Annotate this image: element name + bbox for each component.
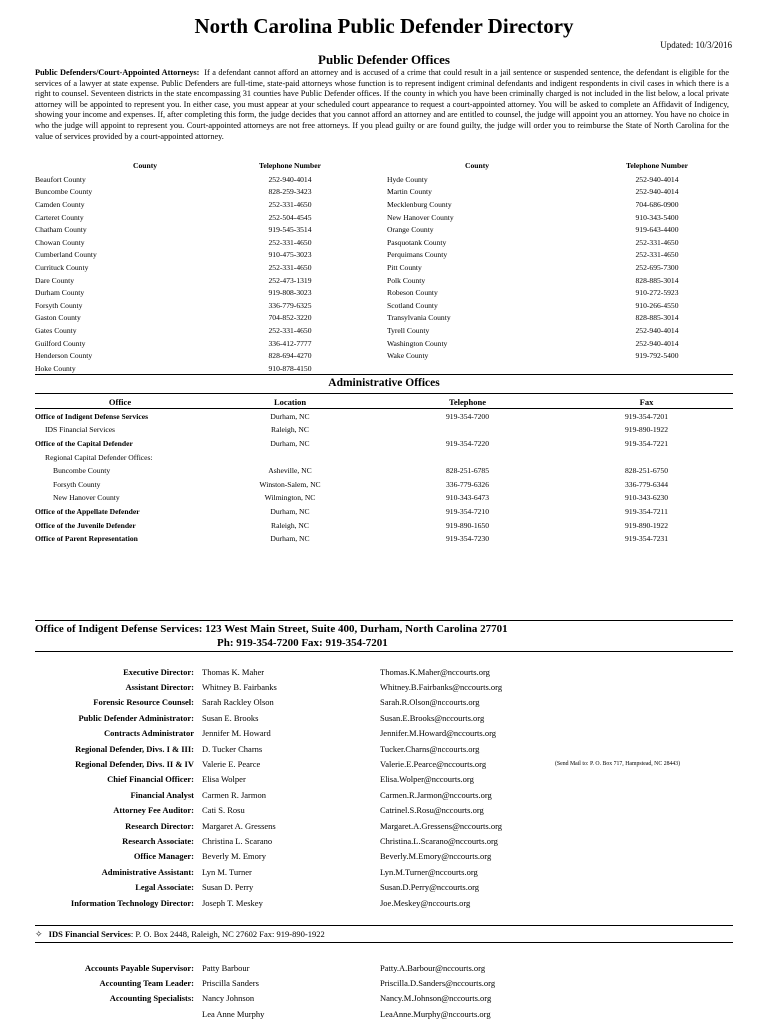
location-header: Location <box>273 396 307 407</box>
county-name: Forsyth County <box>35 300 83 310</box>
office-fax: 910-343-6230 <box>624 493 669 503</box>
staff-role: Financial Analyst <box>130 789 194 800</box>
staff-role: Executive Director: <box>123 666 194 677</box>
office-name: Office of the Juvenile Defender <box>35 520 136 530</box>
staff-role: Administrative Assistant: <box>101 866 194 877</box>
office-location: Raleigh, NC <box>271 520 309 530</box>
staff-name: Thomas K. Maher <box>202 666 265 677</box>
fax-header: Fax <box>639 396 654 407</box>
county-name: Gaston County <box>35 313 81 323</box>
county-row <box>35 198 365 211</box>
staff-email[interactable]: Priscilla.D.Sanders@nccourts.org <box>380 977 496 988</box>
county-phone: 910-475-3023 <box>268 250 312 260</box>
county-phone: 252-695-7300 <box>635 262 679 272</box>
county-row <box>387 286 747 299</box>
admin-office-row <box>35 532 733 546</box>
county-name: Chowan County <box>35 237 85 247</box>
county-row <box>387 312 747 325</box>
staff-email[interactable]: Thomas.K.Maher@nccourts.org <box>380 666 490 677</box>
county-phone: 252-940-4014 <box>635 174 679 184</box>
county-row <box>35 261 365 274</box>
staff-row <box>35 818 733 833</box>
staff-name: Beverly M. Emory <box>202 851 266 862</box>
office-location: Raleigh, NC <box>271 425 309 435</box>
county-phone: 252-331-4650 <box>268 262 312 272</box>
staff-role: Attorney Fee Auditor: <box>113 805 194 816</box>
phone-header: Telephone Number <box>626 161 688 170</box>
county-phone: 919-792-5400 <box>635 351 679 361</box>
county-phone: 252-331-4650 <box>268 237 312 247</box>
county-phone: 910-272-5923 <box>635 288 679 298</box>
staff-email[interactable]: Valerie.E.Pearce@nccourts.org <box>380 759 487 770</box>
county-name: Buncombe County <box>35 187 93 197</box>
admin-offices-table <box>35 395 733 546</box>
staff-note: (Send Mail to: P. O. Box 717, Hampstead, NC 28443) <box>555 761 681 768</box>
staff-role: Assistant Director: <box>125 682 194 693</box>
staff-name: Valerie E. Pearce <box>202 759 261 770</box>
financial-staff-list <box>35 960 733 1021</box>
staff-role: Information Technology Director: <box>70 897 194 908</box>
county-phone: 252-331-4650 <box>268 325 312 335</box>
county-name: Dare County <box>35 275 75 285</box>
admin-office-row <box>35 423 733 437</box>
staff-row <box>35 726 733 741</box>
staff-role: Regional Defender, Divs. I & III: <box>75 743 194 754</box>
office-telephone: 336-779-6326 <box>445 479 490 489</box>
county-phone: 252-504-4545 <box>268 212 312 222</box>
ids-address-block <box>35 622 733 650</box>
staff-name: Elisa Wolper <box>202 774 246 785</box>
county-name: Cumberland County <box>35 250 97 260</box>
staff-email[interactable]: LeaAnne.Murphy@nccourts.org <box>380 1008 491 1019</box>
county-row <box>35 223 365 236</box>
office-telephone: 828-251-6785 <box>445 466 490 476</box>
ids-address: Office of Indigent Defense Services: 123 West Main Street, Suite 400, Durham, North Carolina 27701 <box>35 623 508 635</box>
financial-staff-row <box>35 991 733 1006</box>
county-table-right <box>387 161 747 362</box>
county-phone: 919-808-3023 <box>268 288 312 298</box>
office-fax: 919-354-7231 <box>624 534 669 544</box>
county-name: Wake County <box>387 351 429 361</box>
county-name: Tyrell County <box>387 325 430 335</box>
staff-name: Susan E. Brooks <box>202 712 259 723</box>
staff-name: Joseph T. Meskey <box>202 897 263 908</box>
county-row <box>35 249 365 262</box>
office-name: Forsyth County <box>53 479 101 489</box>
admin-section-title: Administrative Offices <box>328 377 440 389</box>
staff-email[interactable]: Carmen.R.Jarmon@nccourts.org <box>380 789 492 800</box>
county-name: Henderson County <box>35 351 93 361</box>
financial-services-line <box>35 929 325 940</box>
county-name: Currituck County <box>35 262 89 272</box>
office-name: Regional Capital Defender Offices: <box>45 452 153 462</box>
staff-row <box>35 756 733 771</box>
county-name: Scotland County <box>387 300 438 310</box>
staff-row <box>35 833 733 848</box>
county-name: Martin County <box>387 187 432 197</box>
county-row <box>387 186 747 199</box>
county-phone: 336-779-6325 <box>268 300 312 310</box>
pd-section-title: Public Defender Offices <box>318 52 450 67</box>
admin-office-row <box>35 410 733 424</box>
county-name: Polk County <box>387 275 426 285</box>
county-row <box>35 324 365 337</box>
staff-row <box>35 741 733 756</box>
staff-name: Cati S. Rosu <box>202 805 245 816</box>
county-name: Durham County <box>35 288 85 298</box>
staff-name: Patty Barbour <box>202 962 250 973</box>
staff-row <box>35 695 733 710</box>
admin-office-row <box>35 450 733 464</box>
county-name: Beaufort County <box>35 174 86 184</box>
county-row <box>387 249 747 262</box>
staff-email[interactable]: Susan.D.Perry@nccourts.org <box>380 882 480 893</box>
office-name: Office of Parent Representation <box>35 534 138 544</box>
staff-email[interactable]: Elisa.Wolper@nccourts.org <box>380 774 474 785</box>
staff-email[interactable]: Beverly.M.Emory@nccourts.org <box>380 851 492 862</box>
staff-row <box>35 849 733 864</box>
financial-staff-row <box>35 960 733 975</box>
county-name: Hoke County <box>35 363 76 373</box>
office-location: Durham, NC <box>270 411 310 421</box>
county-phone: 252-473-1319 <box>268 275 312 285</box>
office-fax: 919-354-7201 <box>624 411 669 421</box>
office-telephone: 910-343-6473 <box>445 493 490 503</box>
staff-role: Research Director: <box>125 820 194 831</box>
county-name: Washington County <box>387 338 448 348</box>
staff-email[interactable]: Joe.Meskey@nccourts.org <box>380 897 471 908</box>
county-name: Guilford County <box>35 338 86 348</box>
staff-row <box>35 803 733 818</box>
office-location: Wilmington, NC <box>264 493 316 503</box>
staff-email[interactable]: Nancy.M.Johnson@nccourts.org <box>380 993 492 1004</box>
office-telephone: 919-354-7210 <box>445 507 490 517</box>
staff-email[interactable]: Whitney.B.Fairbanks@nccourts.org <box>380 682 503 693</box>
county-phone: 910-266-4550 <box>635 300 679 310</box>
county-name: Orange County <box>387 225 434 235</box>
office-telephone: 919-890-1650 <box>445 520 490 530</box>
office-name: Office of the Appellate Defender <box>35 507 140 517</box>
county-row <box>35 337 365 350</box>
staff-row <box>35 864 733 879</box>
county-row <box>35 236 365 249</box>
county-phone: 828-885-3014 <box>635 313 679 323</box>
admin-office-row <box>35 505 733 519</box>
county-phone: 704-852-3220 <box>268 313 312 323</box>
admin-office-row <box>35 437 733 451</box>
telephone-header: Telephone <box>448 396 486 407</box>
phone-header: Telephone Number <box>259 161 321 170</box>
ids-phone-fax: Ph: 919-354-7200 Fax: 919-354-7201 <box>217 637 388 649</box>
office-fax: 919-890-1922 <box>624 425 669 435</box>
updated-date: Updated: 10/3/2016 <box>660 40 732 50</box>
office-location: Asheville, NC <box>268 466 312 476</box>
financial-staff-row <box>35 975 733 990</box>
office-location: Winston-Salem, NC <box>259 479 321 489</box>
county-phone: 252-331-4650 <box>635 250 679 260</box>
staff-role: Accounts Payable Supervisor: <box>84 962 194 973</box>
county-phone: 252-940-4014 <box>268 174 312 184</box>
staff-role: Forensic Resource Counsel: <box>93 697 194 708</box>
county-header: County <box>132 161 158 170</box>
county-name: Perquimans County <box>387 250 448 260</box>
staff-name: Carmen R. Jarmon <box>202 789 266 800</box>
staff-role: Research Associate: <box>122 835 194 846</box>
county-phone: 252-940-4014 <box>635 187 679 197</box>
staff-row <box>35 679 733 694</box>
staff-name: Priscilla Sanders <box>202 977 259 988</box>
page-title: North Carolina Public Defender Directory <box>194 14 574 38</box>
divider <box>35 620 733 621</box>
county-name: Robeson County <box>387 288 438 298</box>
office-fax: 828-251-6750 <box>624 466 669 476</box>
divider <box>35 942 733 943</box>
staff-email[interactable]: Susan.E.Brooks@nccourts.org <box>380 712 485 723</box>
county-row <box>387 261 747 274</box>
staff-name: D. Tucker Charns <box>202 743 263 754</box>
county-phone: 828-694-4270 <box>268 351 312 361</box>
office-telephone: 919-354-7230 <box>445 534 490 544</box>
office-name: Office of the Capital Defender <box>35 439 133 449</box>
admin-office-row <box>35 491 733 505</box>
county-row <box>387 274 747 287</box>
staff-email[interactable]: Catrinel.S.Rosu@nccourts.org <box>380 805 484 816</box>
office-name: Buncombe County <box>53 466 111 476</box>
office-telephone: 919-354-7200 <box>445 411 490 421</box>
staff-email[interactable]: Sarah.R.Olson@nccourts.org <box>380 697 480 708</box>
county-row <box>387 337 747 350</box>
office-fax: 919-890-1922 <box>624 520 669 530</box>
divider <box>35 651 733 652</box>
county-name: New Hanover County <box>387 212 454 222</box>
divider <box>35 408 733 409</box>
admin-office-row <box>35 464 733 478</box>
county-name: Transylvania County <box>387 313 451 323</box>
diamond-bullet-icon: ✧ <box>35 929 43 939</box>
county-row <box>35 349 365 362</box>
staff-role: Legal Associate: <box>135 882 194 893</box>
office-fax: 919-354-7211 <box>625 507 668 517</box>
staff-row <box>35 895 733 910</box>
county-row <box>387 211 747 224</box>
staff-role: Regional Defender, Divs. II & IV <box>75 759 194 770</box>
county-row <box>387 299 747 312</box>
office-name: New Hanover County <box>53 493 120 503</box>
county-name: Camden County <box>35 199 85 209</box>
staff-row <box>35 772 733 787</box>
office-location: Durham, NC <box>270 534 310 544</box>
county-phone: 919-545-3514 <box>268 225 312 235</box>
county-row <box>35 312 365 325</box>
county-row <box>35 211 365 224</box>
staff-row <box>35 664 733 679</box>
county-name: Mecklenburg County <box>387 199 452 209</box>
county-row <box>35 362 365 375</box>
county-name: Gates County <box>35 325 77 335</box>
financial-services-label: IDS Financial Services <box>48 929 131 939</box>
county-row <box>35 299 365 312</box>
staff-name: Lyn M. Turner <box>202 866 252 877</box>
pd-intro-lead: Public Defenders/Court-Appointed Attorneys: <box>35 68 200 77</box>
office-fax: 919-354-7221 <box>624 439 669 449</box>
office-telephone: 919-354-7220 <box>445 439 490 449</box>
county-name: Chatham County <box>35 225 87 235</box>
county-row <box>387 236 747 249</box>
ids-staff-list <box>35 664 733 910</box>
county-phone: 910-343-5400 <box>635 212 679 222</box>
county-row <box>35 173 365 186</box>
staff-email[interactable]: Lyn.M.Turner@nccourts.org <box>380 866 478 877</box>
staff-email[interactable]: Margaret.A.Gressens@nccourts.org <box>380 820 502 831</box>
county-phone: 828-259-3423 <box>268 187 312 197</box>
staff-row <box>35 787 733 802</box>
county-name: Pasquotank County <box>387 237 447 247</box>
county-row <box>35 286 365 299</box>
admin-office-row <box>35 518 733 532</box>
county-phone: 910-878-4150 <box>268 363 312 373</box>
staff-row <box>35 710 733 725</box>
county-row <box>387 223 747 236</box>
staff-role: Public Defender Administrator: <box>78 712 194 723</box>
staff-email[interactable]: Tucker.Charns@nccourts.org <box>380 743 480 754</box>
county-phone: 252-940-4014 <box>635 325 679 335</box>
county-header: County <box>464 161 490 170</box>
staff-name: Nancy Johnson <box>202 993 255 1004</box>
pd-intro-body: If a defendant cannot afford an attorney and is accused of a crime that could result in a jail sentence or suspended sentence, the defendant is eligible for the services of a lawyer at state expense. Public Defenders are full-time, state-paid attorneys whose function is to represent indigent criminal defendants and indigent respondents in civil cases in which there is a right to counsel. Seventeen districts in the state encompassing 31 counties have Public Defender offices. If the county in which you have been criminally charged is not included in the list below, a local private attorney will be appointed to represent you. In either case, you must appear at your scheduled court appearance to request a court-appointed attorney. You will be asked to complete an Affidavit of Indigency, showing your income and expenses. If, after completing this form, the judge decides that you cannot afford an attorney and are entitled to counsel, the judge will appoint you an attorney. You have no choice in who the judge will appoint to represent you. Court-appointed attorneys are not free attorneys. If you plead guilty or are found guilty, the judge will order you to reimburse the State of North Carolina for the value of services provided by a court-appointed attorney. <box>35 68 730 141</box>
financial-staff-row <box>35 1006 733 1021</box>
county-row <box>387 349 747 362</box>
divider <box>35 925 733 926</box>
admin-office-row <box>35 478 733 492</box>
staff-name: Whitney B. Fairbanks <box>202 682 277 693</box>
staff-role: Chief Financial Officer: <box>107 774 194 785</box>
county-row <box>387 324 747 337</box>
staff-email[interactable]: Jennifer.M.Howard@nccourts.org <box>380 728 497 739</box>
county-phone: 336-412-7777 <box>268 338 312 348</box>
staff-role: Office Manager: <box>133 851 194 862</box>
county-phone: 828-885-3014 <box>635 275 679 285</box>
office-name: Office of Indigent Defense Services <box>35 411 149 421</box>
county-phone: 252-331-4650 <box>268 199 312 209</box>
staff-role: Accounting Specialists: <box>109 993 194 1004</box>
county-phone: 252-331-4650 <box>635 237 679 247</box>
divider <box>35 374 733 375</box>
county-name: Pitt County <box>387 262 422 272</box>
county-row <box>35 186 365 199</box>
office-header: Office <box>108 396 132 407</box>
county-name: Hyde County <box>387 174 428 184</box>
staff-email[interactable]: Christina.L.Scarano@nccourts.org <box>380 835 498 846</box>
staff-name: Sarah Rackley Olson <box>202 697 274 708</box>
pd-intro-paragraph <box>35 68 729 142</box>
staff-name: Christina L. Scarano <box>202 835 273 846</box>
staff-row <box>35 879 733 894</box>
office-location: Durham, NC <box>270 507 310 517</box>
staff-role: Accounting Team Leader: <box>99 977 194 988</box>
county-row <box>387 198 747 211</box>
staff-name: Jennifer M. Howard <box>202 728 271 739</box>
county-name: Carteret County <box>35 212 84 222</box>
staff-name: Susan D. Perry <box>202 882 254 893</box>
county-table-left <box>35 161 365 375</box>
county-phone: 252-940-4014 <box>635 338 679 348</box>
county-row <box>387 173 747 186</box>
office-name: IDS Financial Services <box>45 425 116 435</box>
county-row <box>35 274 365 287</box>
staff-name: Margaret A. Gressens <box>202 820 276 831</box>
county-phone: 704-686-0900 <box>635 199 679 209</box>
staff-role: Contracts Administrator <box>104 728 194 739</box>
county-phone: 919-643-4400 <box>635 225 679 235</box>
office-location: Durham, NC <box>270 439 310 449</box>
staff-name: Lea Anne Murphy <box>202 1008 265 1019</box>
financial-services-details: : P. O. Box 2448, Raleigh, NC 27602 Fax: 919-890-1922 <box>130 929 325 939</box>
staff-email[interactable]: Patty.A.Barbour@nccourts.org <box>380 962 486 973</box>
office-fax: 336-779-6344 <box>624 479 669 489</box>
divider <box>35 393 733 394</box>
